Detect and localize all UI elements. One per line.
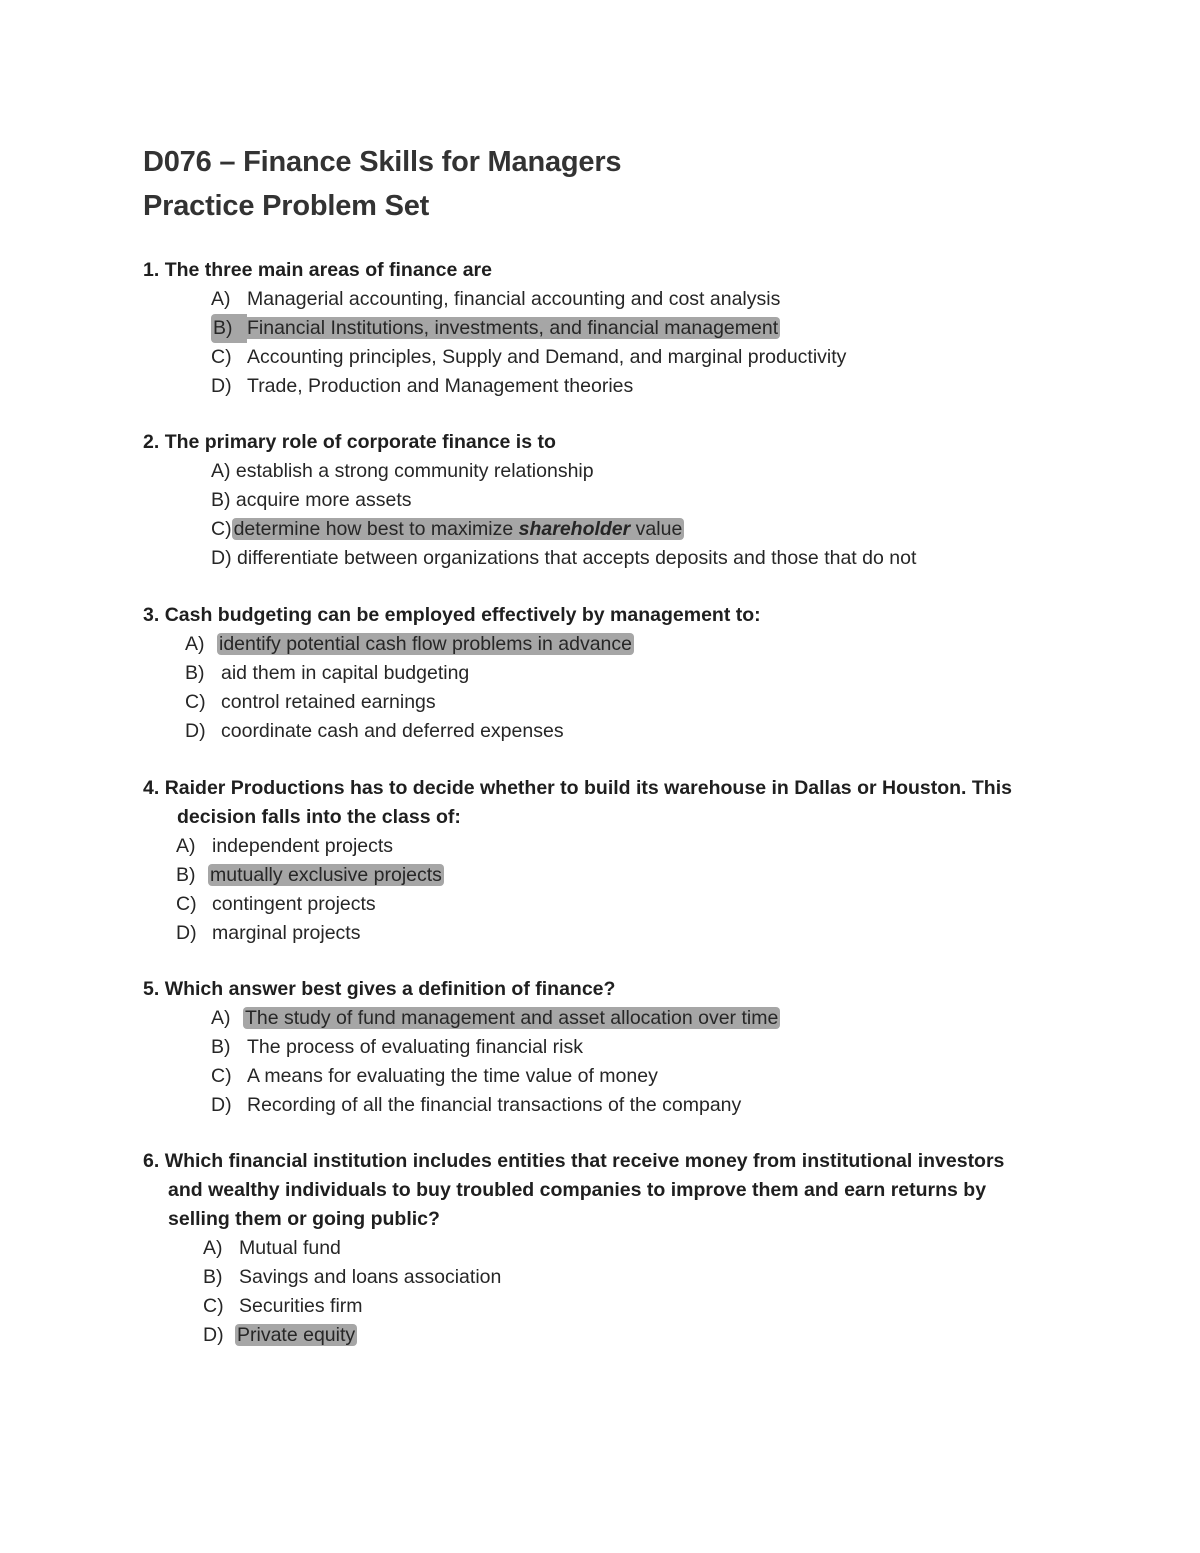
option-text: coordinate cash and deferred expenses bbox=[221, 720, 564, 742]
document-title: D076 – Finance Skills for Managers bbox=[143, 146, 622, 178]
option-text: Savings and loans association bbox=[239, 1266, 502, 1288]
option-b bbox=[185, 659, 1073, 688]
option-text: Mutual fund bbox=[239, 1237, 341, 1259]
option-letter: B) bbox=[211, 489, 231, 511]
option-b bbox=[176, 861, 1073, 890]
option-a bbox=[203, 1234, 1073, 1263]
option-letter: A) bbox=[211, 288, 231, 310]
option-letter: C) bbox=[211, 1065, 232, 1087]
question-1 bbox=[143, 256, 1073, 401]
option-text-highlighted: mutually exclusive projects bbox=[210, 864, 442, 886]
option-c bbox=[211, 1062, 1073, 1091]
option-text: A means for evaluating the time value of money bbox=[247, 1065, 658, 1087]
option-letter: B) bbox=[176, 864, 196, 886]
option-c bbox=[211, 515, 1073, 544]
question-number: 4. bbox=[143, 777, 160, 799]
option-letter: A) bbox=[211, 460, 231, 482]
question-number: 3. bbox=[143, 604, 160, 626]
option-list bbox=[176, 832, 1073, 948]
question-number: 2. bbox=[143, 431, 160, 453]
option-letter: C) bbox=[176, 893, 197, 915]
option-text-before: determine how best to maximize bbox=[233, 518, 519, 540]
option-text: control retained earnings bbox=[221, 691, 436, 713]
option-text: Managerial accounting, financial accounting and cost analysis bbox=[247, 288, 781, 310]
option-letter: A) bbox=[176, 835, 196, 857]
question-5 bbox=[143, 975, 1073, 1120]
question-text-continued: decision falls into the class of: bbox=[177, 806, 461, 828]
option-b bbox=[211, 486, 1073, 515]
option-b bbox=[211, 1033, 1073, 1062]
option-a bbox=[185, 630, 1073, 659]
option-letter: A) bbox=[185, 633, 205, 655]
question-number: 5. bbox=[143, 978, 160, 1000]
option-text-emphasis: shareholder bbox=[518, 518, 631, 540]
question-6 bbox=[143, 1147, 1073, 1350]
question-4 bbox=[143, 774, 1073, 948]
question-3 bbox=[143, 601, 1073, 746]
option-letter: D) bbox=[211, 1094, 232, 1116]
option-text: The process of evaluating financial risk bbox=[247, 1036, 584, 1058]
option-text: marginal projects bbox=[212, 922, 361, 944]
question-text: Which financial institution includes entities that receive money from institutional investors bbox=[164, 1150, 1005, 1172]
option-text: aid them in capital budgeting bbox=[221, 662, 470, 684]
option-letter: C) bbox=[203, 1295, 224, 1317]
option-letter: A) bbox=[203, 1237, 223, 1259]
question-stem bbox=[143, 975, 1073, 1004]
option-text-highlighted bbox=[232, 518, 685, 540]
option-b bbox=[203, 1263, 1073, 1292]
option-text-highlighted: identify potential cash flow problems in advance bbox=[219, 633, 632, 655]
option-text: Trade, Production and Management theories bbox=[247, 375, 634, 397]
option-list bbox=[211, 1004, 1073, 1120]
option-letter: D) bbox=[176, 922, 197, 944]
option-letter: B) bbox=[185, 662, 205, 684]
option-list bbox=[211, 285, 1073, 401]
option-c bbox=[211, 343, 1073, 372]
option-letter: B) bbox=[203, 1266, 223, 1288]
question-stem bbox=[143, 774, 1073, 832]
option-letter: C) bbox=[185, 691, 206, 713]
option-text: acquire more assets bbox=[235, 489, 412, 511]
option-text: Securities firm bbox=[239, 1295, 363, 1317]
option-d bbox=[211, 544, 1073, 573]
option-letter: D) bbox=[211, 547, 232, 569]
question-number: 1. bbox=[143, 259, 160, 281]
option-d bbox=[176, 919, 1073, 948]
option-a bbox=[211, 1004, 1073, 1033]
question-stem bbox=[143, 428, 1073, 457]
option-letter: C) bbox=[211, 518, 232, 540]
option-text: establish a strong community relationship bbox=[235, 460, 594, 482]
option-b bbox=[211, 314, 1073, 343]
question-text: Which answer best gives a definition of finance? bbox=[164, 978, 616, 1000]
option-letter: A) bbox=[211, 1007, 231, 1029]
option-d bbox=[185, 717, 1073, 746]
option-text: contingent projects bbox=[212, 893, 376, 915]
question-stem bbox=[143, 601, 1073, 630]
option-letter: B) bbox=[211, 314, 247, 343]
question-stem bbox=[143, 256, 1073, 285]
question-2 bbox=[143, 428, 1073, 573]
option-c bbox=[203, 1292, 1073, 1321]
option-letter: D) bbox=[211, 375, 232, 397]
option-letter: C) bbox=[211, 346, 232, 368]
option-text-highlighted: Financial Institutions, investments, and financial management bbox=[247, 317, 779, 339]
option-text: Recording of all the financial transactions of the company bbox=[247, 1094, 742, 1116]
option-list bbox=[203, 1234, 1073, 1350]
question-text: The primary role of corporate finance is to bbox=[164, 431, 556, 453]
option-letter: D) bbox=[185, 720, 206, 742]
question-text-continued: and wealthy individuals to buy troubled companies to improve them and earn returns by bbox=[168, 1179, 987, 1201]
option-text-highlighted: The study of fund management and asset allocation over time bbox=[245, 1007, 779, 1029]
option-list bbox=[185, 630, 1073, 746]
question-text: The three main areas of finance are bbox=[164, 259, 492, 281]
option-list bbox=[211, 457, 1073, 573]
option-letter: B) bbox=[211, 1036, 231, 1058]
question-text-continued: selling them or going public? bbox=[168, 1208, 440, 1230]
option-a bbox=[211, 285, 1073, 314]
option-c bbox=[176, 890, 1073, 919]
option-a bbox=[211, 457, 1073, 486]
option-d bbox=[203, 1321, 1073, 1350]
option-text: differentiate between organizations that accepts deposits and those that do not bbox=[237, 547, 917, 569]
question-text: Cash budgeting can be employed effectively by management to: bbox=[164, 604, 761, 626]
option-text-after: value bbox=[630, 518, 683, 540]
option-d bbox=[211, 1091, 1073, 1120]
question-text: Raider Productions has to decide whether to build its warehouse in Dallas or Houston. This bbox=[164, 777, 1012, 799]
option-letter: D) bbox=[203, 1324, 224, 1346]
option-c bbox=[185, 688, 1073, 717]
option-text: Accounting principles, Supply and Demand, and marginal productivity bbox=[247, 346, 847, 368]
document-subtitle: Practice Problem Set bbox=[143, 190, 430, 222]
option-d bbox=[211, 372, 1073, 401]
option-text: independent projects bbox=[212, 835, 394, 857]
question-number: 6. bbox=[143, 1150, 160, 1172]
option-text-highlighted: Private equity bbox=[237, 1324, 356, 1346]
question-stem bbox=[143, 1147, 1073, 1234]
option-a bbox=[176, 832, 1073, 861]
